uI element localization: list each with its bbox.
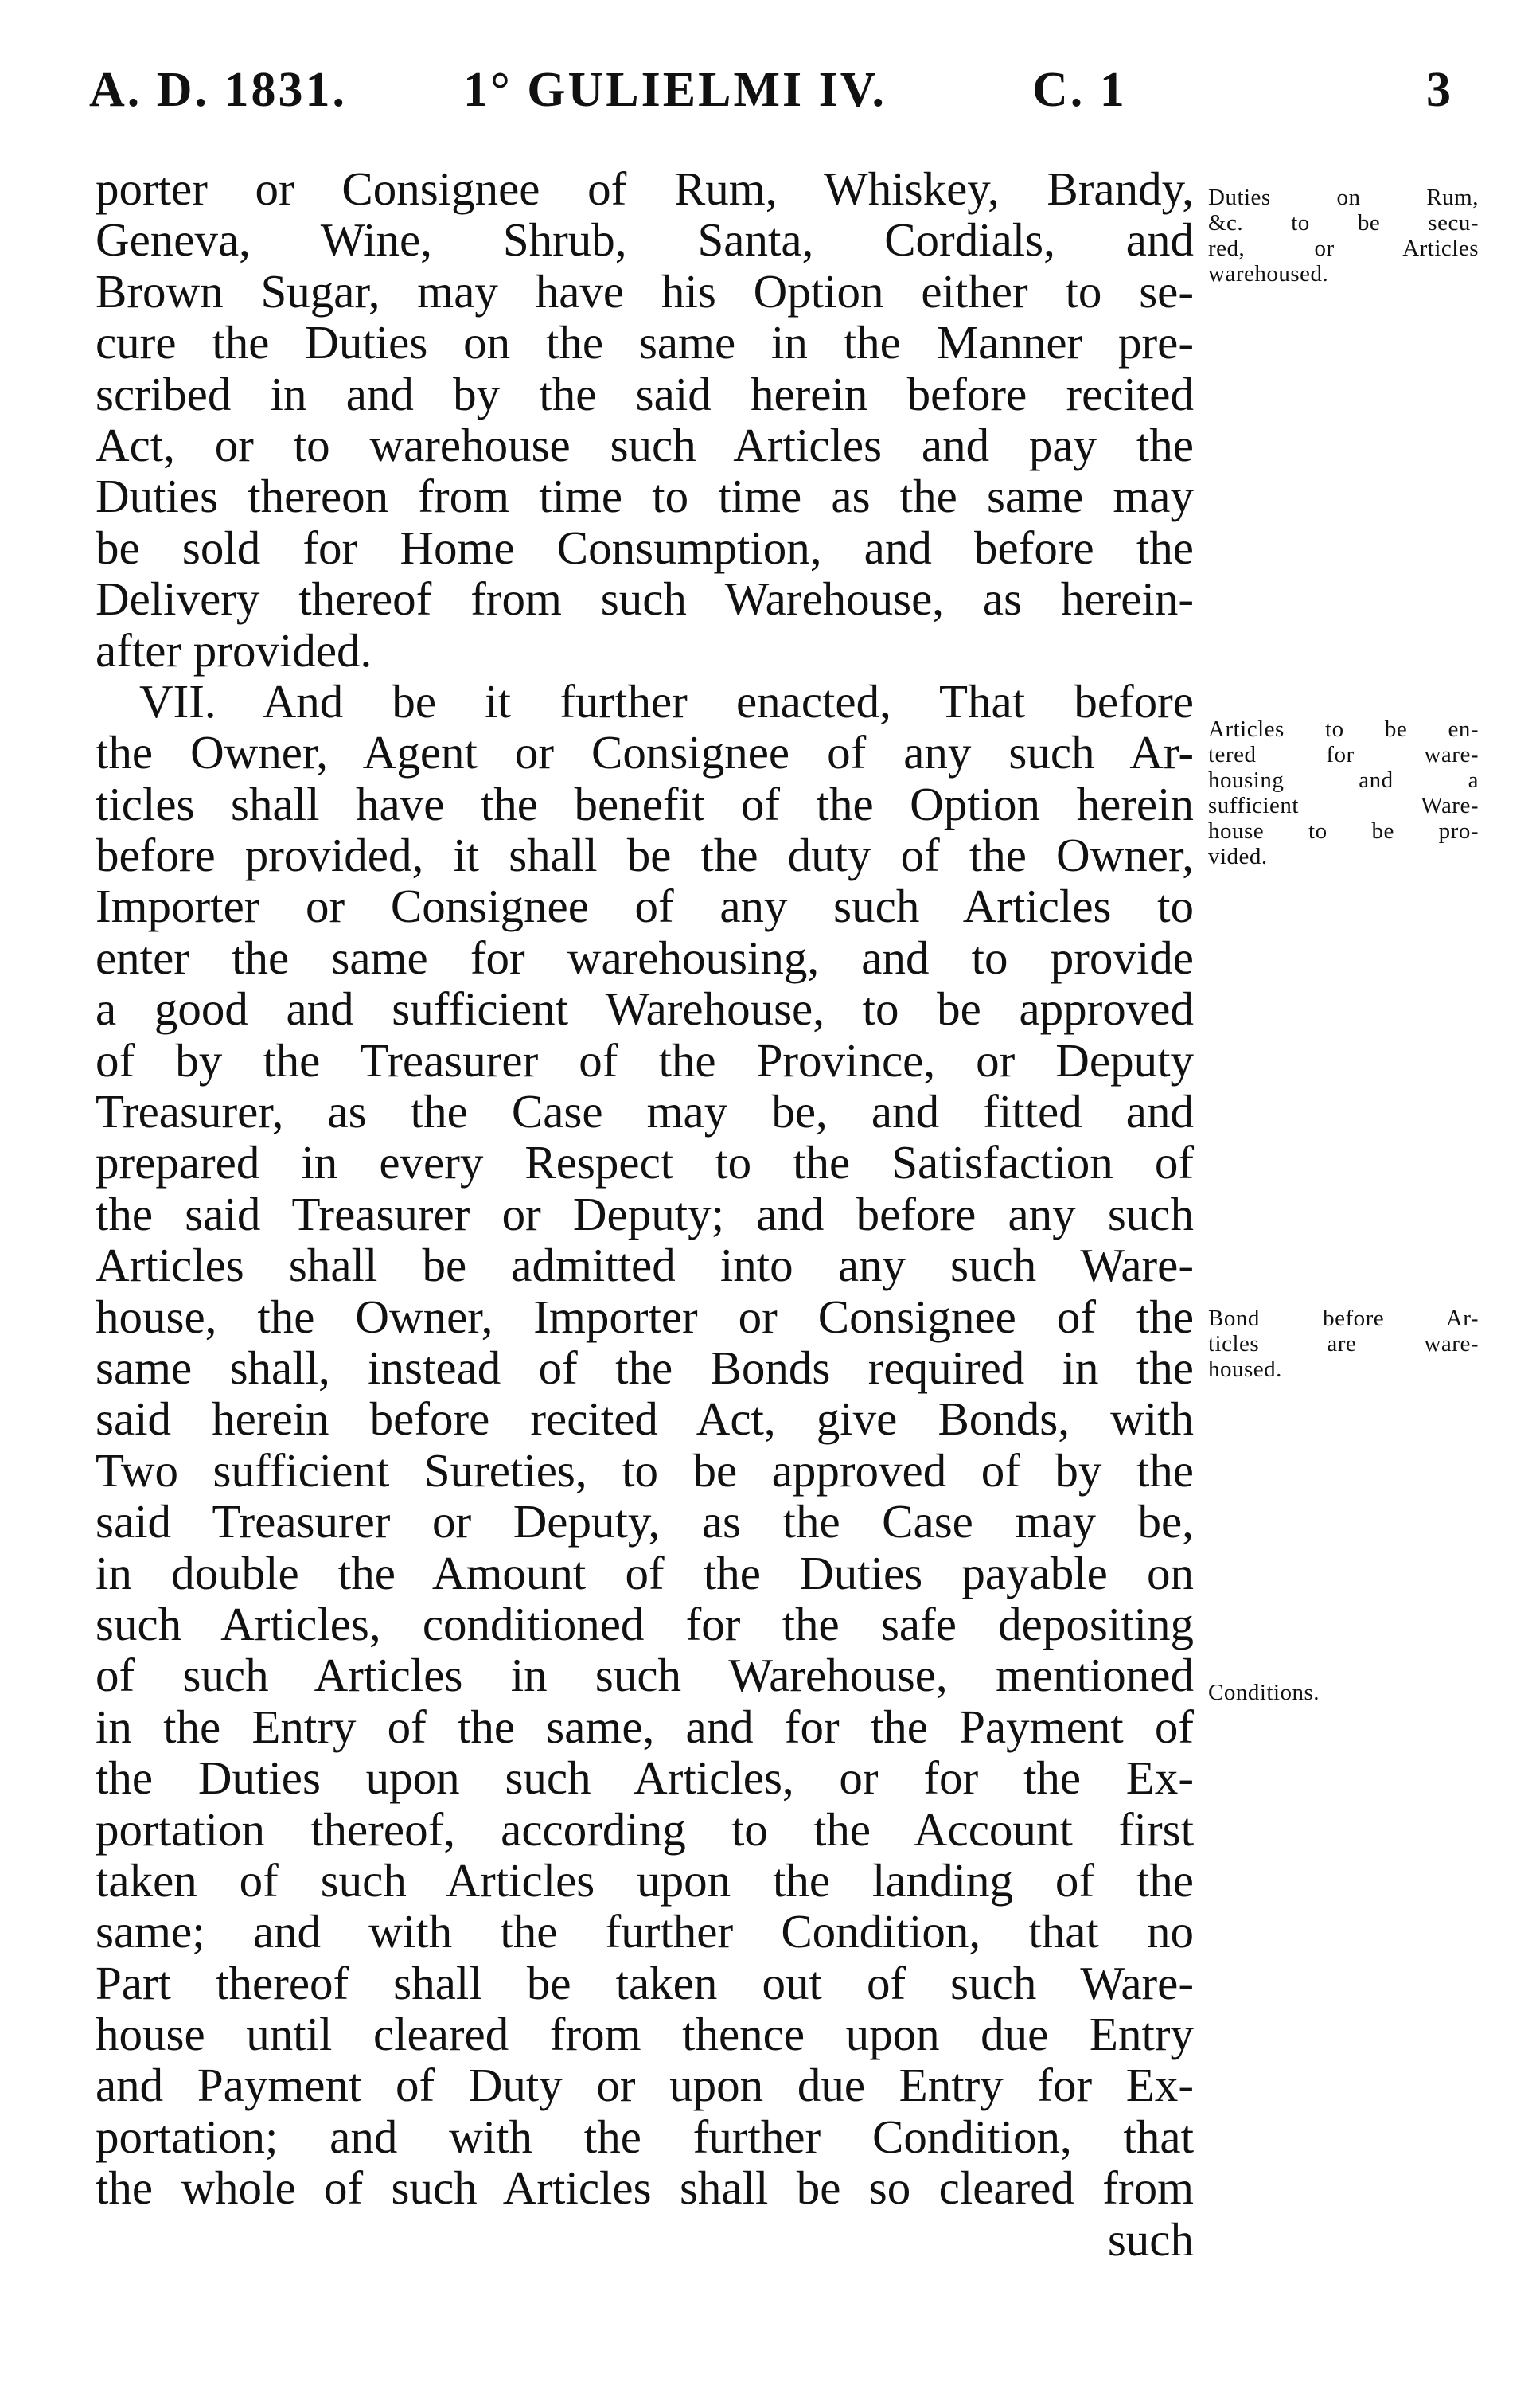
- marginal-note-line: Conditions.: [1208, 1680, 1320, 1705]
- marginal-note: [1208, 1306, 1479, 1382]
- body-line: house, the Owner, Importer or Consignee of the: [96, 1290, 1194, 1343]
- body-line: of such Articles in such Warehouse, mentioned: [96, 1649, 1194, 1702]
- marginal-note-line: housed.: [1208, 1357, 1282, 1382]
- body-line: the Duties upon such Articles, or for the Ex-: [96, 1751, 1194, 1805]
- marginal-note: [1208, 716, 1479, 869]
- body-line: Part thereof shall be taken out of such Ware-: [96, 1956, 1194, 2009]
- marginal-note-line: sufficient Ware-: [1208, 793, 1479, 818]
- body-line: Delivery thereof from such Warehouse, as herein-: [96, 572, 1194, 626]
- body-line: enter the same for warehousing, and to provide: [96, 931, 1194, 984]
- body-line: said Treasurer or Deputy, as the Case may be,: [96, 1495, 1194, 1548]
- body-line: such Articles, conditioned for the safe depositing: [96, 1597, 1194, 1650]
- marginal-note-line: house to be pro-: [1208, 818, 1479, 844]
- body-line: cure the Duties on the same in the Manner pre-: [96, 316, 1194, 369]
- body-line: Duties thereon from time to time as the same may: [96, 470, 1194, 523]
- body-line: of by the Treasurer of the Province, or Deputy: [96, 1033, 1194, 1087]
- marginal-note-line: vided.: [1208, 844, 1268, 869]
- marginal-note: [1208, 185, 1479, 287]
- body-line: Two sufficient Sureties, to be approved of by the: [96, 1443, 1194, 1497]
- marginal-note-line: housing and a: [1208, 767, 1479, 793]
- marginal-note-line: Bond before Ar-: [1208, 1306, 1479, 1331]
- body-line: the whole of such Articles shall be so cleared from: [96, 2161, 1194, 2215]
- body-line: and Payment of Duty or upon due Entry for Ex-: [96, 2059, 1194, 2112]
- body-line: same; and with the further Condition, that no: [96, 1905, 1194, 1958]
- body-line: prepared in every Respect to the Satisfaction of: [96, 1136, 1194, 1189]
- body-line: in the Entry of the same, and for the Payment of: [96, 1700, 1194, 1753]
- marginal-note-line: ticles are ware-: [1208, 1331, 1479, 1357]
- body-line: be sold for Home Consumption, and before the: [96, 521, 1194, 574]
- body-line: same shall, instead of the Bonds required in the: [96, 1341, 1194, 1394]
- catchword: such: [1107, 2212, 1194, 2266]
- body-line: after provided.: [96, 623, 372, 677]
- header-page-number: 3: [1426, 63, 1453, 117]
- body-line: before provided, it shall be the duty of the Owner,: [96, 829, 1194, 882]
- body-line: Geneva, Wine, Shrub, Santa, Cordials, and: [96, 213, 1194, 267]
- body-line: Treasurer, as the Case may be, and fitted and: [96, 1085, 1194, 1138]
- body-line: house until cleared from thence upon due Entry: [96, 2008, 1194, 2061]
- body-text: [96, 163, 1194, 2265]
- body-line: a good and sufficient Warehouse, to be approved: [96, 982, 1194, 1036]
- body-line: in double the Amount of the Duties payable on: [96, 1546, 1194, 1599]
- body-line: Act, or to warehouse such Articles and pay the: [96, 418, 1194, 471]
- body-line: Brown Sugar, may have his Option either to se-: [96, 264, 1194, 318]
- section-heading-line: VII. And be it further enacted, That before: [139, 674, 1194, 728]
- header-reign: 1° GULIELMI IV.: [463, 63, 887, 117]
- body-line: the said Treasurer or Deputy; and before any such: [96, 1187, 1194, 1240]
- marginal-note-line: red, or Articles: [1208, 236, 1479, 261]
- body-line: the Owner, Agent or Consignee of any such Ar-: [96, 726, 1194, 779]
- running-header: [89, 62, 1458, 134]
- body-line: portation thereof, according to the Account first: [96, 1802, 1194, 1856]
- body-line: scribed in and by the said herein before recited: [96, 367, 1194, 420]
- header-year: A. D. 1831.: [89, 63, 348, 117]
- marginal-note-line: Duties on Rum,: [1208, 185, 1479, 210]
- body-line: Articles shall be admitted into any such Ware-: [96, 1239, 1194, 1292]
- body-line: porter or Consignee of Rum, Whiskey, Brandy,: [96, 162, 1194, 215]
- marginal-note-line: warehoused.: [1208, 261, 1329, 287]
- marginal-note-line: &c. to be secu-: [1208, 210, 1479, 236]
- marginal-note-line: tered for ware-: [1208, 742, 1479, 767]
- body-line: Importer or Consignee of any such Articles to: [96, 880, 1194, 933]
- body-line: said herein before recited Act, give Bonds, with: [96, 1392, 1194, 1446]
- body-line: portation; and with the further Condition, that: [96, 2110, 1194, 2163]
- body-line: ticles shall have the benefit of the Option herein: [96, 777, 1194, 830]
- header-chapter: C. 1: [1032, 63, 1127, 117]
- marginal-note-line: Articles to be en-: [1208, 716, 1479, 742]
- marginal-note: [1208, 1680, 1479, 1705]
- body-line: taken of such Articles upon the landing of the: [96, 1853, 1194, 1907]
